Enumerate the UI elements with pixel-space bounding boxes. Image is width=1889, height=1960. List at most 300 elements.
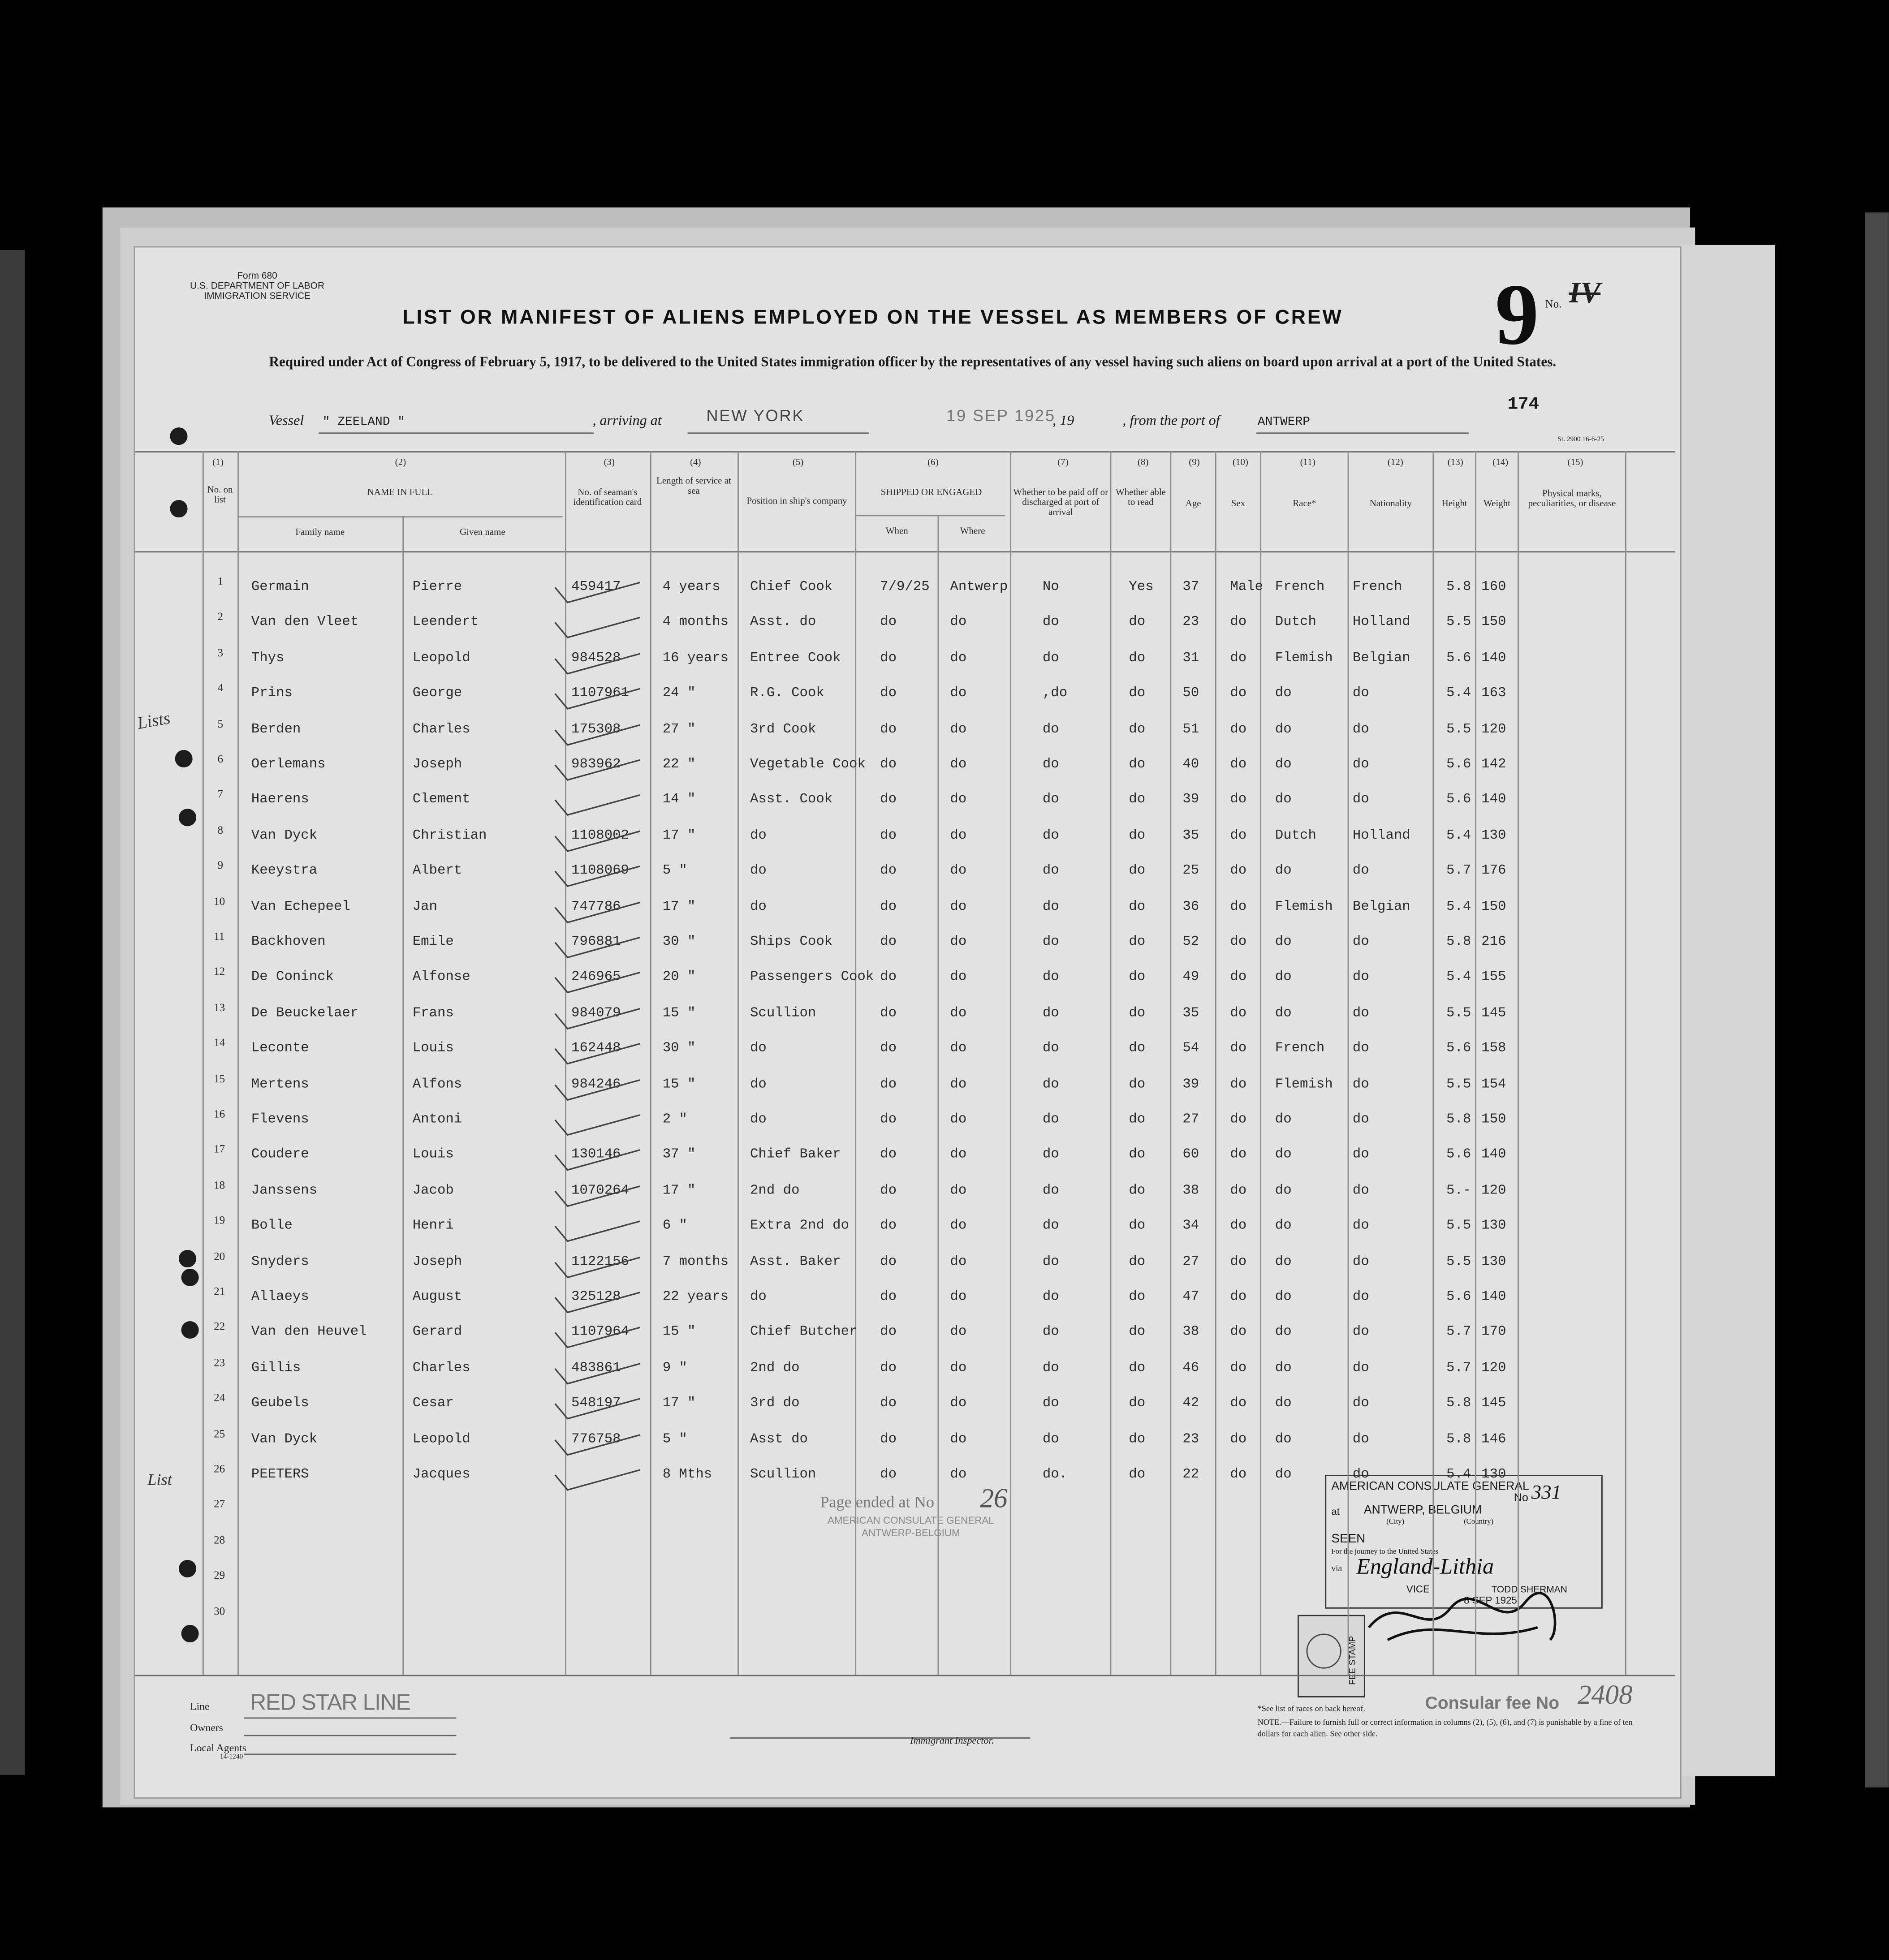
punch-hole bbox=[175, 750, 193, 767]
column-number: (12) bbox=[1387, 456, 1403, 468]
fee-stamp-seal bbox=[1307, 1634, 1341, 1669]
check-mark bbox=[550, 1358, 644, 1386]
table-column-rule bbox=[1110, 451, 1112, 1675]
cell-when: do bbox=[880, 1396, 897, 1412]
cell-when: do bbox=[880, 722, 897, 737]
list-no-label: No. bbox=[1545, 297, 1562, 310]
row-number: 27 bbox=[214, 1498, 225, 1511]
cell-given: Charles bbox=[412, 1361, 470, 1376]
cell-service: 22 " bbox=[662, 757, 696, 773]
cell-family: Backhoven bbox=[251, 935, 326, 950]
cell-nationality: do bbox=[1352, 1432, 1369, 1447]
cell-given: Charles bbox=[412, 722, 470, 737]
cell-read: Yes bbox=[1129, 580, 1154, 595]
cell-read: do bbox=[1129, 1183, 1146, 1199]
cell-when: do bbox=[880, 1361, 897, 1376]
via-signature: England-Lithia bbox=[1356, 1553, 1494, 1579]
cell-weight: 155 bbox=[1481, 970, 1506, 986]
cell-age: 39 bbox=[1182, 1077, 1199, 1092]
cell-given: Louis bbox=[412, 1041, 454, 1057]
races-note: *See list of races on back hereof. bbox=[1257, 1705, 1365, 1714]
table-column-rule bbox=[1518, 451, 1519, 1675]
cell-when: do bbox=[880, 1432, 897, 1447]
cell-paid: do bbox=[1042, 1183, 1059, 1199]
column-number: (3) bbox=[604, 456, 615, 468]
cell-card: 175308 bbox=[571, 722, 621, 737]
cell-card: 1108069 bbox=[571, 864, 629, 879]
check-mark bbox=[550, 719, 644, 747]
row-number: 18 bbox=[214, 1178, 225, 1191]
table-column-rule bbox=[1010, 451, 1011, 1675]
cell-card: 984079 bbox=[571, 1006, 621, 1021]
cell-where: do bbox=[950, 1077, 967, 1092]
row-number: 23 bbox=[214, 1356, 225, 1369]
table-column-rule bbox=[855, 451, 856, 1675]
cell-sex: Male bbox=[1230, 580, 1264, 595]
cell-nationality: do bbox=[1352, 793, 1369, 808]
cell-weight: 130 bbox=[1481, 1254, 1506, 1270]
cell-sex: do bbox=[1230, 1219, 1247, 1234]
table-column-rule bbox=[1215, 451, 1216, 1675]
cell-family: Van den Vleet bbox=[251, 615, 359, 631]
cell-nationality: do bbox=[1352, 1467, 1369, 1482]
rule-shipped-split bbox=[855, 515, 1005, 516]
failure-note: NOTE.—Failure to furnish full or correct information in columns (2), (5), (6), and (7) is punishable by a fine of ten dollars for each alien. See other side. bbox=[1257, 1719, 1633, 1739]
cell-paid: do bbox=[1042, 722, 1059, 737]
cell-nationality: French bbox=[1352, 580, 1402, 595]
cell-race: do bbox=[1275, 1325, 1292, 1340]
cell-paid: No bbox=[1042, 580, 1059, 595]
cell-sex: do bbox=[1230, 1290, 1247, 1305]
cell-paid: do bbox=[1042, 864, 1059, 879]
race-header: Race* bbox=[1293, 497, 1316, 509]
cell-given: Cesar bbox=[412, 1396, 454, 1412]
cell-where: do bbox=[950, 1325, 967, 1340]
cell-read: do bbox=[1129, 1290, 1146, 1305]
cell-sex: do bbox=[1230, 899, 1247, 915]
cell-height: 5.8 bbox=[1446, 1432, 1471, 1447]
cell-given: Emile bbox=[412, 935, 454, 950]
page-title: LIST OR MANIFEST OF ALIENS EMPLOYED ON THE VESSEL AS MEMBERS OF CREW bbox=[402, 307, 1343, 329]
cell-age: 22 bbox=[1182, 1467, 1199, 1482]
cell-nationality: do bbox=[1352, 1148, 1369, 1163]
cell-sex: do bbox=[1230, 1432, 1247, 1447]
cell-age: 23 bbox=[1182, 1432, 1199, 1447]
cell-when: do bbox=[880, 686, 897, 702]
cell-service: 4 months bbox=[662, 615, 729, 631]
cell-age: 49 bbox=[1182, 970, 1199, 986]
cell-position: Asst. do bbox=[750, 615, 816, 631]
check-mark bbox=[550, 1004, 644, 1031]
table-column-rule bbox=[1348, 451, 1349, 1675]
cell-service: 7 months bbox=[662, 1254, 729, 1270]
table-column-rule bbox=[203, 451, 204, 1675]
column-number: (11) bbox=[1300, 456, 1315, 468]
cell-sex: do bbox=[1230, 828, 1247, 844]
cell-given: Joseph bbox=[412, 1254, 462, 1270]
cell-race: French bbox=[1275, 580, 1325, 595]
table-column-rule bbox=[650, 451, 651, 1675]
position-header: Position in ship's company bbox=[746, 495, 847, 506]
cell-when: do bbox=[880, 615, 897, 631]
cell-family: De Beuckelaer bbox=[251, 1006, 359, 1021]
line-value: RED STAR LINE bbox=[250, 1690, 410, 1715]
cell-given: August bbox=[412, 1290, 462, 1305]
cell-given: Jacques bbox=[412, 1467, 470, 1482]
form-code: St. 2900 16-6-25 bbox=[1557, 436, 1604, 444]
cell-given: Clement bbox=[412, 793, 470, 808]
name-header: NAME IN FULL bbox=[367, 486, 433, 498]
arrival-port: NEW YORK bbox=[706, 406, 805, 425]
cell-sex: do bbox=[1230, 686, 1247, 702]
cell-read: do bbox=[1129, 651, 1146, 666]
cell-paid: do bbox=[1042, 1290, 1059, 1305]
vessel-name: " ZEELAND " bbox=[322, 416, 405, 430]
sex-header: Sex bbox=[1231, 497, 1246, 509]
cell-age: 38 bbox=[1182, 1183, 1199, 1199]
cell-family: Van den Heuvel bbox=[251, 1325, 367, 1340]
cell-weight: 145 bbox=[1481, 1006, 1506, 1021]
cell-family: Germain bbox=[251, 580, 309, 595]
cell-race: do bbox=[1275, 793, 1292, 808]
cell-service: 16 years bbox=[662, 651, 729, 666]
cell-weight: 150 bbox=[1481, 1112, 1506, 1128]
cell-weight: 146 bbox=[1481, 1432, 1506, 1447]
agents-label: Local Agents bbox=[190, 1741, 246, 1754]
cell-weight: 170 bbox=[1481, 1325, 1506, 1340]
check-mark bbox=[550, 1074, 644, 1102]
cell-position: Vegetable Cook bbox=[750, 757, 866, 773]
cell-weight: 150 bbox=[1481, 899, 1506, 915]
consulate-title: AMERICAN CONSULATE GENERAL bbox=[1331, 1480, 1529, 1494]
cell-height: 5.8 bbox=[1446, 1112, 1471, 1128]
cell-given: Louis bbox=[412, 1148, 454, 1163]
column-number: (5) bbox=[792, 456, 804, 468]
cell-where: do bbox=[950, 1219, 967, 1234]
cell-when: do bbox=[880, 899, 897, 915]
cell-sex: do bbox=[1230, 793, 1247, 808]
journey-line: For the journey to the United States bbox=[1331, 1548, 1439, 1556]
check-mark bbox=[550, 1146, 644, 1173]
cell-height: 5.5 bbox=[1446, 1077, 1471, 1092]
cell-race: Dutch bbox=[1275, 828, 1316, 844]
row-number: 14 bbox=[214, 1036, 225, 1049]
cell-service: 17 " bbox=[662, 1183, 696, 1199]
cell-race: do bbox=[1275, 1219, 1292, 1234]
table-rule bbox=[135, 451, 1675, 452]
cell-service: 37 " bbox=[662, 1148, 696, 1163]
vice-label: VICE bbox=[1406, 1583, 1430, 1595]
row-number: 15 bbox=[214, 1072, 225, 1085]
cell-read: do bbox=[1129, 1432, 1146, 1447]
cell-family: Flevens bbox=[251, 1112, 309, 1128]
cell-paid: do bbox=[1042, 1325, 1059, 1340]
arrival-date: 19 SEP 1925 bbox=[946, 406, 1056, 425]
row-number: 13 bbox=[214, 1001, 225, 1014]
cell-where: do bbox=[950, 1467, 967, 1482]
cell-family: De Coninck bbox=[251, 970, 334, 986]
cell-nationality: do bbox=[1352, 970, 1369, 986]
right-adjacent-page bbox=[1865, 212, 1889, 1787]
cell-nationality: do bbox=[1352, 1254, 1369, 1270]
cell-nationality: Holland bbox=[1352, 615, 1410, 631]
cell-service: 5 " bbox=[662, 864, 687, 879]
cell-family: Coudere bbox=[251, 1148, 309, 1163]
cell-position: 3rd Cook bbox=[750, 722, 816, 737]
cell-nationality: do bbox=[1352, 1325, 1369, 1340]
cell-read: do bbox=[1129, 1112, 1146, 1128]
cell-when: do bbox=[880, 1254, 897, 1270]
row-number: 24 bbox=[214, 1391, 225, 1404]
cell-given: Christian bbox=[412, 828, 487, 844]
row-number: 25 bbox=[214, 1427, 225, 1439]
cell-sex: do bbox=[1230, 1041, 1247, 1057]
from-port: ANTWERP bbox=[1257, 416, 1310, 430]
row-number: 11 bbox=[214, 930, 225, 943]
table-column-rule bbox=[737, 451, 739, 1675]
cell-nationality: do bbox=[1352, 1077, 1369, 1092]
cell-age: 47 bbox=[1182, 1290, 1199, 1305]
consulate-no-value: 331 bbox=[1531, 1482, 1561, 1504]
cell-sex: do bbox=[1230, 1467, 1247, 1482]
cell-nationality: Holland bbox=[1352, 828, 1410, 844]
cell-position: do bbox=[750, 864, 767, 879]
cell-when: do bbox=[880, 864, 897, 879]
cell-given: Jan bbox=[412, 899, 437, 915]
cell-card: 459417 bbox=[571, 580, 621, 595]
cell-when: do bbox=[880, 1041, 897, 1057]
column-number: (1) bbox=[212, 456, 224, 468]
row-number: 12 bbox=[214, 965, 225, 978]
cell-given: Alfonse bbox=[412, 970, 470, 986]
left-adjacent-page bbox=[0, 250, 25, 1775]
cell-when: do bbox=[880, 1148, 897, 1163]
card-header: No. of seaman's identification card bbox=[573, 486, 642, 508]
row-number: 2 bbox=[217, 610, 224, 623]
column-number: (9) bbox=[1189, 456, 1200, 468]
cell-family: Oerlemans bbox=[251, 757, 326, 773]
official-name: TODD SHERMAN bbox=[1491, 1583, 1567, 1595]
cell-height: 5.8 bbox=[1446, 1396, 1471, 1412]
row-number: 16 bbox=[214, 1107, 225, 1120]
cell-where: do bbox=[950, 793, 967, 808]
cell-where: do bbox=[950, 828, 967, 844]
cell-paid: do bbox=[1042, 1432, 1059, 1447]
cell-nationality: do bbox=[1352, 1041, 1369, 1057]
cell-nationality: Belgian bbox=[1352, 651, 1410, 666]
cell-family: Thys bbox=[251, 651, 285, 666]
cell-height: 5.4 bbox=[1446, 899, 1471, 915]
cell-age: 40 bbox=[1182, 757, 1199, 773]
fee-stamp bbox=[1298, 1615, 1365, 1697]
check-mark bbox=[550, 968, 644, 995]
row-number: 9 bbox=[217, 859, 224, 872]
cell-age: 51 bbox=[1182, 722, 1199, 737]
row-number: 29 bbox=[214, 1568, 225, 1581]
cell-race: Flemish bbox=[1275, 1077, 1333, 1092]
cell-age: 31 bbox=[1182, 651, 1199, 666]
cell-nationality: do bbox=[1352, 686, 1369, 702]
row-number: 21 bbox=[214, 1285, 225, 1298]
cell-height: 5.4 bbox=[1446, 828, 1471, 844]
cell-sex: do bbox=[1230, 1254, 1247, 1270]
cell-position: R.G. Cook bbox=[750, 686, 824, 702]
cell-when: do bbox=[880, 1006, 897, 1021]
cell-family: Van Dyck bbox=[251, 1432, 318, 1447]
cell-given: Henri bbox=[412, 1219, 454, 1234]
faint-stamp-line2: ANTWERP-BELGIUM bbox=[862, 1527, 960, 1539]
cell-nationality: do bbox=[1352, 722, 1369, 737]
cell-weight: 130 bbox=[1481, 1467, 1506, 1482]
consular-fee-label: Consular fee No bbox=[1425, 1692, 1560, 1713]
cell-read: do bbox=[1129, 828, 1146, 844]
cell-height: 5.6 bbox=[1446, 757, 1471, 773]
check-mark bbox=[550, 1110, 644, 1137]
arriving-label: , arriving at bbox=[592, 414, 662, 429]
cell-weight: 140 bbox=[1481, 793, 1506, 808]
service-header: Length of service at sea bbox=[656, 475, 731, 496]
form-dept: U.S. DEPARTMENT OF LABOR bbox=[190, 280, 325, 292]
cell-family: Leconte bbox=[251, 1041, 309, 1057]
cell-position: Extra 2nd do bbox=[750, 1219, 850, 1234]
cell-height: 5.4 bbox=[1446, 686, 1471, 702]
page-ended-label: Page ended at No bbox=[820, 1492, 935, 1512]
cell-sex: do bbox=[1230, 1077, 1247, 1092]
cell-given: Alfons bbox=[412, 1077, 462, 1092]
cell-sex: do bbox=[1230, 864, 1247, 879]
cell-read: do bbox=[1129, 899, 1146, 915]
owners-label: Owners bbox=[190, 1721, 223, 1734]
cell-family: Prins bbox=[251, 686, 293, 702]
cell-weight: 163 bbox=[1481, 686, 1506, 702]
cell-family: Van Echepeel bbox=[251, 899, 350, 915]
cell-race: do bbox=[1275, 722, 1292, 737]
cell-sex: do bbox=[1230, 722, 1247, 737]
cell-weight: 176 bbox=[1481, 864, 1506, 879]
cell-weight: 150 bbox=[1481, 615, 1506, 631]
cell-where: do bbox=[950, 970, 967, 986]
cell-age: 23 bbox=[1182, 615, 1199, 631]
cell-position: Scullion bbox=[750, 1006, 816, 1021]
cell-where: do bbox=[950, 1290, 967, 1305]
table-column-rule bbox=[1625, 451, 1626, 1675]
marks-header: Physical marks, peculiarities, or disease bbox=[1528, 487, 1616, 509]
cell-height: 5.8 bbox=[1446, 580, 1471, 595]
cell-card: 1070264 bbox=[571, 1183, 629, 1199]
cell-weight: 160 bbox=[1481, 580, 1506, 595]
form-number: Form 680 bbox=[237, 270, 277, 281]
cell-given: Gerard bbox=[412, 1325, 462, 1340]
cell-read: do bbox=[1129, 864, 1146, 879]
cell-family: Snyders bbox=[251, 1254, 309, 1270]
check-mark bbox=[550, 862, 644, 889]
cell-card: 1107964 bbox=[571, 1325, 629, 1340]
table-column-rule bbox=[1170, 451, 1171, 1675]
cell-card: 1122156 bbox=[571, 1254, 629, 1270]
cell-race: do bbox=[1275, 757, 1292, 773]
check-mark bbox=[550, 1252, 644, 1279]
cell-position: 2nd do bbox=[750, 1361, 800, 1376]
cell-height: 5.6 bbox=[1446, 1041, 1471, 1057]
line-underline bbox=[244, 1717, 456, 1719]
cell-position: 2nd do bbox=[750, 1183, 800, 1199]
check-mark bbox=[550, 1323, 644, 1350]
cell-when: do bbox=[880, 1325, 897, 1340]
cell-where: do bbox=[950, 757, 967, 773]
year-label: , 19 bbox=[1052, 414, 1074, 429]
page-edge-right bbox=[1680, 245, 1775, 1776]
nationality-header: Nationality bbox=[1369, 497, 1412, 509]
cell-read: do bbox=[1129, 1467, 1146, 1482]
cell-position: Entree Cook bbox=[750, 651, 841, 666]
cell-where: Antwerp bbox=[950, 580, 1008, 595]
cell-read: do bbox=[1129, 935, 1146, 950]
cell-service: 9 " bbox=[662, 1361, 687, 1376]
cell-family: Mertens bbox=[251, 1077, 309, 1092]
cell-weight: 120 bbox=[1481, 722, 1506, 737]
cell-nationality: do bbox=[1352, 1006, 1369, 1021]
check-mark bbox=[550, 613, 644, 640]
column-number: (7) bbox=[1057, 456, 1069, 468]
cell-card: 483861 bbox=[571, 1361, 621, 1376]
cell-weight: 140 bbox=[1481, 1148, 1506, 1163]
check-mark bbox=[550, 1181, 644, 1208]
table-rule bbox=[135, 551, 1675, 552]
cell-card: 983962 bbox=[571, 757, 621, 773]
cell-height: 5.6 bbox=[1446, 1290, 1471, 1305]
cell-sex: do bbox=[1230, 615, 1247, 631]
punch-hole bbox=[181, 1321, 199, 1339]
consulate-at: at bbox=[1331, 1506, 1340, 1518]
cell-nationality: do bbox=[1352, 1219, 1369, 1234]
cell-weight: 216 bbox=[1481, 935, 1506, 950]
cell-nationality: do bbox=[1352, 864, 1369, 879]
cell-height: 5.6 bbox=[1446, 793, 1471, 808]
cell-service: 22 years bbox=[662, 1290, 729, 1305]
cell-family: Keeystra bbox=[251, 864, 318, 879]
cell-when: do bbox=[880, 828, 897, 844]
cell-position: do bbox=[750, 1041, 767, 1057]
cell-read: do bbox=[1129, 722, 1146, 737]
agents-underline bbox=[244, 1753, 456, 1755]
cell-position: Scullion bbox=[750, 1467, 816, 1482]
cell-paid: ,do bbox=[1042, 686, 1068, 702]
cell-height: 5.7 bbox=[1446, 1325, 1471, 1340]
cell-race: do bbox=[1275, 1112, 1292, 1128]
cell-position: do bbox=[750, 1112, 767, 1128]
cell-height: 5.7 bbox=[1446, 1361, 1471, 1376]
cell-age: 34 bbox=[1182, 1219, 1199, 1234]
cell-height: 5.5 bbox=[1446, 1006, 1471, 1021]
cell-where: do bbox=[950, 899, 967, 915]
margin-note-list: List bbox=[147, 1470, 172, 1489]
page-subtitle: Required under Act of Congress of February 5, 1917, to be delivered to the United States immigration officer by the representatives of any vessel having such aliens on board upon arrival at a port of the United States. bbox=[269, 355, 1557, 370]
cell-age: 25 bbox=[1182, 864, 1199, 879]
cell-age: 54 bbox=[1182, 1041, 1199, 1057]
cell-card: 325128 bbox=[571, 1290, 621, 1305]
cell-read: do bbox=[1129, 1041, 1146, 1057]
cell-where: do bbox=[950, 722, 967, 737]
cell-position: Chief Butcher bbox=[750, 1325, 858, 1340]
cell-weight: 130 bbox=[1481, 828, 1506, 844]
check-mark bbox=[550, 1288, 644, 1315]
cell-weight: 140 bbox=[1481, 1290, 1506, 1305]
cell-sex: do bbox=[1230, 1361, 1247, 1376]
cell-service: 24 " bbox=[662, 686, 696, 702]
check-mark bbox=[550, 826, 644, 853]
fee-stamp-label: FEE STAMP bbox=[1349, 1636, 1358, 1685]
table-column-rule bbox=[237, 451, 239, 1675]
